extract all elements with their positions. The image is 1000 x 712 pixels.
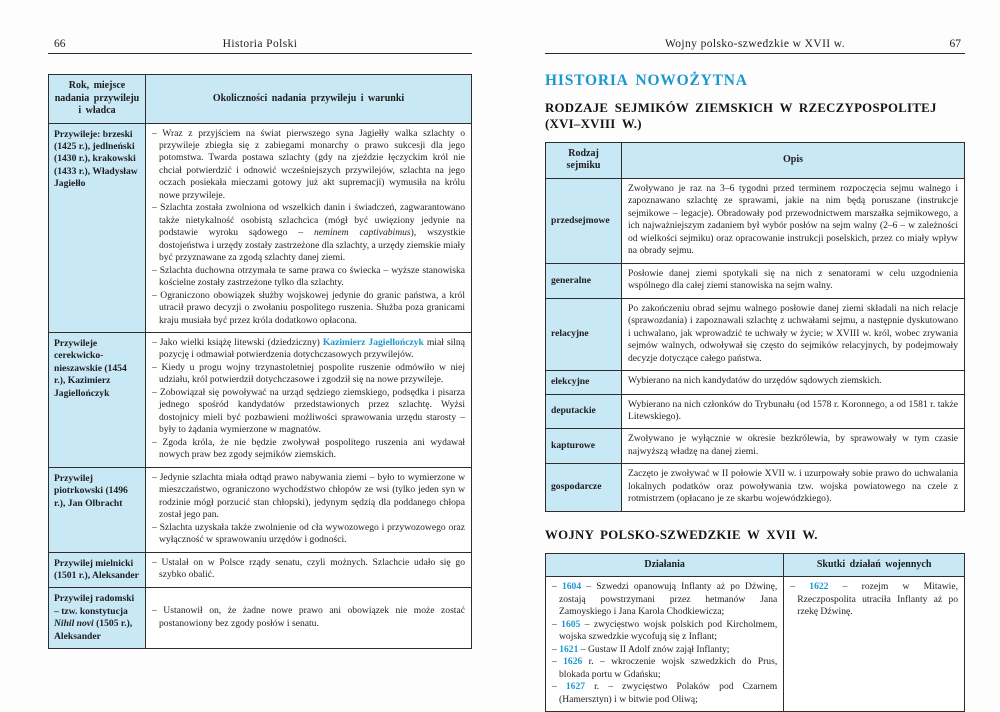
- privilege-description: [146, 553, 471, 588]
- war-header-col2: Skutki działań wojennych: [784, 554, 964, 577]
- privileges-header-col1: Rok, miejsce nadania przywileju i władca: [49, 75, 146, 123]
- bullet-point: – Ustalał on w Polsce rządy senatu, czyli możnych. Szlachcie udało się go szybko obalić.: [152, 557, 465, 581]
- year-highlight: 1626: [563, 656, 583, 668]
- privilege-description: [146, 124, 471, 333]
- ruler-name-highlight: Kazimierz Jagiellończyk: [322, 337, 424, 348]
- table-row: [49, 123, 471, 333]
- latin-term: neminem captivabimus: [313, 227, 411, 239]
- table-row: [546, 298, 964, 370]
- sejmik-description: Zwoływano je raz na 3–6 tygodni przed terminem rozpoczęcia sejmu walnego i zapoznawano szlachtę ze sprawami, jakie na nim będą poruszane (instrukcje sejmikowe – legacje). Obradowały pod przewodnictwem marszałka sejmikowego, a ich najważniejszym zadaniem był wybór posłów na sejm walny (2–6 – w zależności od wielkości sejmiku) oraz opracowanie instrukcji poselskich, przez co miały wpływ na obrady sejmu.: [622, 179, 964, 263]
- privileges-header-row: [49, 75, 471, 123]
- bullet-text: – Jako wielki książę litewski (dziedziczny): [152, 337, 323, 348]
- table-row: [49, 332, 471, 467]
- event-text: – Szwedzi opanowują Inflanty aż po Dźwinę, zostają powstrzymani przez hetmanów Jana Zamoyskiego i Jana Karola Chodkiewicza;: [559, 581, 778, 618]
- privilege-name: Przywileje: brzeski (1425 r.), jedlneński (1430 r.), krakowski (1433 r.), Władysław Jagiełło: [49, 124, 146, 333]
- sejmik-description: Posłowie danej ziemi spotykali się na nich z senatorami w celu uzgodnienia wspólnego dla całej ziemi stanowiska na sejm walny.: [622, 264, 964, 298]
- war-event: [552, 619, 777, 644]
- dash-marker: –: [552, 681, 566, 693]
- bullet-point: [152, 202, 465, 264]
- left-page-number: 66: [54, 38, 66, 50]
- sejmik-description: Zaczęto je zwoływać w II połowie XVII w. i uzurpowały sobie prawo do uchwalania lokalnych podatków oraz powoływania tzw. wojska powiatowego na czele z rotmistrzem (opłacano je ze skarbu wojewódzkiego).: [622, 464, 964, 510]
- table-row: [49, 587, 471, 648]
- sejmik-description: Zwoływano je wyłącznie w okresie bezkrólewia, by sprawowały w tym czasie najwyższą władzę na danej ziemi.: [622, 429, 964, 463]
- sejmik-type: kapturowe: [546, 429, 622, 463]
- privilege-description: [146, 468, 471, 552]
- privilege-name: Przywileje cerekwicko-nieszawskie (1454 r.), Kazimierz Jagiellończyk: [49, 333, 146, 467]
- war-content-row: [546, 576, 964, 711]
- event-text: r. – zwycięstwo Polaków pod Czarnem (Hamersztyn) i w bitwie pod Oliwą;: [559, 681, 778, 705]
- table-row: [546, 178, 964, 263]
- event-text: – rozejm w Mitawie, Rzeczpospolita utraciła Inflanty aż po rzekę Dźwinę.: [797, 581, 959, 618]
- event-text: – zwycięstwo wojsk polskich pod Kircholmem, wojska szwedzkie wycofują się z Inflant;: [559, 618, 778, 643]
- sejmik-type: relacyjne: [546, 299, 622, 370]
- bullet-point: – Szlachta uzyskała także zwolnienie od cła wywozowego i przywozowego oraz wyłączność w sprawowaniu urzędów i godności.: [152, 521, 465, 546]
- bullet-text: ), wszystkie dostojeństwa i urzędy zostały zastrzeżone dla szlachty, a urzędy ziemskie miały być przyznawane za zgodą szlachty danej ziemi.: [159, 227, 465, 264]
- sejmiki-header-col2: Opis: [622, 143, 964, 178]
- sejmik-description: Po zakończeniu obrad sejmu walnego posłowie danej ziemi składali na nich relacje (sprawozdania) i zapoznawali szlachtę z uchwałami sejmu, a następnie dyskutowano i uchwalano, jak wprowadzić te uchwały w życie; w XVIII w. król, wobec zrywania sejmów walnych, odwoływał się często do sejmików relacyjnych, by podejmowały decyzje dotyczące całego państwa.: [622, 299, 964, 370]
- sejmik-description: Wybierano na nich członków do Trybunału (od 1578 r. Koronnego, a od 1581 r. także Litewskiego).: [622, 395, 964, 429]
- event-text: – Gustaw II Adolf znów zajął Inflanty;: [578, 643, 730, 655]
- bullet-point: – Zgoda króla, że nie będzie zwoływał pospolitego ruszenia ani wydawał nowych praw bez zgody sejmików ziemskich.: [152, 436, 465, 461]
- privilege-name: Przywilej mielnicki (1501 r.), Aleksander: [49, 553, 146, 588]
- dash-marker: –: [552, 643, 560, 655]
- sejmiki-header-row: [546, 143, 964, 178]
- war-actions-cell: [546, 577, 784, 711]
- war-table: [545, 553, 965, 712]
- war-event: [552, 644, 777, 656]
- table-row: [49, 467, 471, 552]
- right-page-number: 67: [949, 38, 961, 50]
- dash-marker: –: [552, 618, 562, 630]
- privilege-description: [146, 588, 471, 648]
- war-effect: [790, 581, 958, 618]
- year-highlight: 1604: [561, 581, 582, 593]
- dash-marker: –: [552, 656, 564, 668]
- left-page: [48, 0, 472, 712]
- war-section-title: WOJNY POLSKO-SZWEDZKIE W XVII W.: [545, 527, 818, 542]
- war-event: [552, 581, 777, 618]
- bullet-point: – Szlachta duchowna otrzymała te same prawa co świecka – wyższe stanowiska kościelne zostały zastrzeżone tylko dla szlachty.: [152, 264, 465, 289]
- bullet-point: – Ograniczono obowiązek służby wojskowej jedynie do granic państwa, a król utracił prawo decyzji o zwołaniu pospolitego ruszenia. Służba poza granicami kraju musiała być przez króla dodatkowo opłacona.: [152, 289, 465, 326]
- sejmiki-section-title: RODZAJE SEJMIKÓW ZIEMSKICH W RZECZYPOSPOLITEJ (XVI–XVIII W.): [545, 101, 937, 131]
- sejmik-type: elekcyjne: [546, 371, 622, 393]
- table-row: [49, 552, 471, 588]
- table-row: [546, 263, 964, 298]
- war-header-row: [546, 554, 964, 577]
- sejmik-type: przedsejmowe: [546, 179, 622, 263]
- table-row: [546, 394, 964, 429]
- sejmik-type: generalne: [546, 264, 622, 298]
- privileges-table: [48, 74, 472, 649]
- sejmiki-table: [545, 142, 965, 512]
- privilege-name: Przywilej piotrkowski (1496 r.), Jan Olbracht: [49, 468, 146, 552]
- right-running-title: Wojny polsko-szwedzkie w XVII w.: [664, 38, 846, 50]
- bullet-point: – Zobowiązał się powoływać na urząd sędziego ziemskiego, podsędka i pisarza jednego spośród kandydatów przedstawionych przez szlachtę. Wyżsi dostojnicy mieli być pozbawieni możliwości sprawowania urzędu starosty – były to żądania wymierzone w magnatów.: [152, 386, 465, 436]
- table-row: [546, 428, 964, 463]
- right-page: [545, 0, 965, 712]
- left-running-title: Historia Polski: [222, 38, 298, 50]
- bullet-point: – Wraz z przyjściem na świat pierwszego syna Jagiełły walka szlachty o przywileje zbiegła się z zabiegami monarchy o prawo sukcesji dla jego potomstwa. Twarda postawa szlachty (gdy na zjeździe łęczyckim król nie chciał potwierdzić i odnowić wcześniejszych przywilejów, szlachta na jego oczach posiekała mieczami gotowy już akt supremacji) wymusiła na królu nowe przywileje.: [152, 127, 465, 201]
- year-highlight: 1605: [561, 618, 581, 630]
- table-row: [546, 463, 964, 510]
- dash-marker: –: [790, 581, 810, 593]
- left-running-head: [48, 0, 472, 58]
- year-highlight: 1621: [559, 643, 579, 655]
- war-header-col1: Działania: [546, 554, 784, 577]
- bullet-point: – Jedynie szlachta miała odtąd prawo nabywania ziemi – było to wymierzone w mieszczaństwo, ograniczono wychodźstwo chłopów ze wsi (tylko jeden syn w rodzinie mógł porzucić stan chłopski), jedynym sędzią dla poddanego chłopa został jego pan.: [152, 471, 465, 521]
- privilege-description: [146, 333, 471, 467]
- sejmiki-header-col1: Rodzaj sejmiku: [546, 143, 622, 178]
- bullet-text: miał silną pozycję i odmawiał potwierdzenia dotychczasowych przywilejów.: [159, 337, 465, 361]
- table-row: [546, 370, 964, 393]
- sejmik-type: deputackie: [546, 395, 622, 429]
- war-event: [552, 681, 777, 706]
- privilege-name-text: Przywilej radomski – tzw. konstytucja: [54, 593, 135, 617]
- privilege-name: [49, 588, 146, 648]
- year-highlight: 1622: [809, 581, 829, 593]
- sejmik-type: gospodarcze: [546, 464, 622, 510]
- right-head-rule: [545, 53, 965, 54]
- bullet-point: [152, 337, 465, 362]
- war-event: [552, 656, 777, 681]
- event-text: r. – wkroczenie wojsk szwedzkich do Prus, blokada portu w Gdańsku;: [559, 656, 778, 680]
- left-head-rule: [48, 53, 472, 54]
- privilege-name-italic: Nihil novi: [54, 618, 94, 630]
- bullet-point: – Ustanowił on, że żadne nowe prawo ani obowiązek nie może zostać postanowiony bez zgody posłów i senatu.: [152, 605, 465, 629]
- privileges-header-col2: Okoliczności nadania przywileju i warunki: [146, 75, 471, 123]
- bullet-point: – Kiedy u progu wojny trzynastoletniej pospolite ruszenie odmówiło w niej udziału, król potwierdził dotychczasowe i zgodził się na nowe przywileje.: [152, 361, 465, 386]
- sejmik-description: Wybierano na nich kandydatów do urzędów sądowych ziemskich.: [622, 371, 964, 393]
- era-title: HISTORIA NOWOŻYTNA: [545, 72, 748, 89]
- year-highlight: 1627: [565, 681, 586, 693]
- bullet-text: – Szlachta została zwolniona od wszelkich danin i świadczeń, zagwarantowano także nietykalność osobistą szlachcica (mógł być uwięziony jedynie na podstawie wyroku sądowego –: [152, 202, 465, 239]
- war-effects-cell: [784, 577, 964, 711]
- dash-marker: –: [552, 581, 562, 593]
- privilege-name-text: (1505 r.), Aleksander: [54, 618, 133, 642]
- right-running-head: [545, 0, 965, 58]
